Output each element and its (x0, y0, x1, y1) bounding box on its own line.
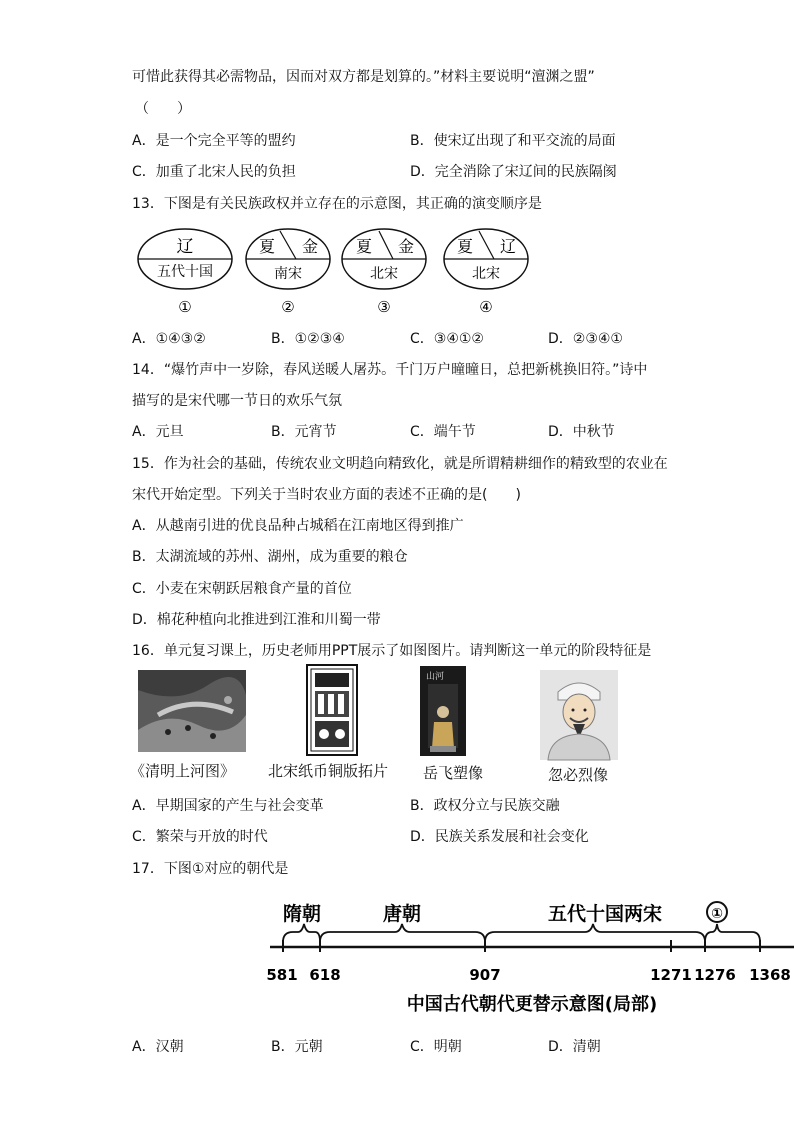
q13-d4-bottom: 北宋 (472, 266, 500, 282)
q13-d2-top-left: 夏 (258, 237, 276, 256)
timeline-caption: 中国古代朝代更替示意图(局部) (406, 994, 658, 1015)
timeline-period-tang: 唐朝 (382, 903, 422, 925)
yuefei-statue-image: 山河 (420, 666, 466, 756)
q13-d1-label: ① (178, 298, 192, 316)
q13-d1-bottom: 五代十国 (157, 264, 213, 280)
caption-yuefei: 岳飞塑像 (423, 764, 484, 782)
timeline-year-1368: 1368 (749, 966, 791, 984)
q13-d4-top-right: 辽 (499, 237, 517, 256)
q13-option-b[interactable]: B．①②③④ (271, 331, 345, 347)
q13-d2-top-right: 金 (301, 237, 319, 256)
brace-tang (320, 924, 485, 942)
q13-stem: 13．下图是有关民族政权并立存在的示意图，其正确的演变顺序是 (132, 196, 542, 212)
timeline-period-sui: 隋朝 (282, 903, 322, 925)
q13-d4-label: ④ (479, 298, 493, 316)
q16-option-b[interactable]: B．政权分立与民族交融 (410, 798, 560, 814)
q13-d3-label: ③ (377, 298, 391, 316)
q15-option-a[interactable]: A．从越南引进的优良品种占城稻在江南地区得到推广 (132, 518, 464, 534)
q15-option-c[interactable]: C．小麦在宋朝跃居粮食产量的首位 (132, 581, 352, 597)
q16-option-a[interactable]: A．早期国家的产生与社会变革 (132, 798, 324, 814)
qingming-painting-image (138, 670, 246, 752)
q12-option-b[interactable]: B．使宋辽出现了和平交流的局面 (410, 133, 616, 149)
q13-d4-top-left: 夏 (456, 237, 474, 256)
q12-option-a[interactable]: A．是一个完全平等的盟约 (132, 133, 296, 149)
q13-diagram (130, 222, 550, 320)
q17-option-d[interactable]: D．清朝 (548, 1039, 601, 1055)
q13-option-a[interactable]: A．①④③② (132, 331, 206, 347)
q12-text: 可惜此获得其必需物品，因而对双方都是划算的。”材料主要说明“澶渊之盟” (132, 69, 595, 85)
q13-option-c[interactable]: C．③④①② (410, 331, 484, 347)
q13-diagram-4 (444, 229, 528, 316)
q17-option-c[interactable]: C．明朝 (410, 1039, 462, 1055)
q13-diagram-2 (246, 229, 330, 316)
q15-stem-line1: 15．作为社会的基础，传统农业文明趋向精致化，就是所谓精耕细作的精致型的农业在 (132, 456, 668, 472)
q12-option-d[interactable]: D．完全消除了宋辽间的民族隔阂 (410, 164, 617, 180)
timeline-period-wudai-liangsong: 五代十国两宋 (547, 903, 663, 925)
q15-stem-line2: 宋代开始定型。下列关于当时农业方面的表述不正确的是( ) (132, 487, 521, 503)
q13-option-d[interactable]: D．②③④① (548, 331, 623, 347)
timeline-year-1271: 1271 (650, 966, 692, 984)
timeline-year-907: 907 (469, 966, 501, 984)
timeline-period-unknown: ① (711, 906, 723, 922)
q13-d3-top-right: 金 (397, 237, 415, 256)
q12-answer-paren: （ ） (135, 101, 191, 117)
q13-d1-top: 辽 (176, 237, 194, 257)
q14-option-b[interactable]: B．元宵节 (271, 424, 337, 440)
q12-option-c[interactable]: C．加重了北宋人民的负担 (132, 164, 296, 180)
q13-diagram-1 (138, 229, 232, 316)
timeline-year-1276: 1276 (694, 966, 736, 984)
kublai-portrait-image (540, 670, 618, 760)
q16-option-c[interactable]: C．繁荣与开放的时代 (132, 829, 268, 845)
q13-d2-label: ② (281, 298, 295, 316)
q14-option-d[interactable]: D．中秋节 (548, 424, 615, 440)
brace-unknown (705, 924, 760, 942)
q15-option-d[interactable]: D．棉花种植向北推进到江淮和川蜀一带 (132, 612, 381, 628)
q13-d3-bottom: 北宋 (370, 266, 398, 282)
q16-option-d[interactable]: D．民族关系发展和社会变化 (410, 829, 589, 845)
q14-stem-line1: 14．“爆竹声中一岁除，春风送暖人屠苏。千门万户曈曈日，总把新桃换旧符。”诗中 (132, 362, 648, 378)
q13-diagram-3 (342, 229, 426, 316)
q14-option-a[interactable]: A．元旦 (132, 424, 184, 440)
dynasty-timeline-diagram (130, 892, 791, 1022)
q13-d3-top-left: 夏 (355, 237, 373, 256)
timeline-year-618: 618 (309, 966, 341, 984)
q15-option-b[interactable]: B．太湖流域的苏州、湖州，成为重要的粮仓 (132, 549, 408, 565)
brace-wudai-liangsong (485, 924, 705, 942)
brace-sui (283, 924, 320, 942)
q17-option-b[interactable]: B．元朝 (271, 1039, 323, 1055)
q17-option-a[interactable]: A．汉朝 (132, 1039, 184, 1055)
q16-stem: 16．单元复习课上，历史老师用PPT展示了如图图片。请判断这一单元的阶段特征是 (132, 643, 652, 659)
banknote-rubbing-image (306, 664, 358, 756)
q13-d2-bottom: 南宋 (274, 266, 302, 282)
q14-stem-line2: 描写的是宋代哪一节日的欢乐气氛 (132, 393, 342, 409)
timeline-year-581: 581 (266, 966, 298, 984)
caption-banknote: 北宋纸币铜版拓片 (268, 762, 389, 780)
caption-qingming: 《清明上河图》 (130, 762, 236, 780)
q17-stem: 17．下图①对应的朝代是 (132, 861, 289, 877)
caption-kublai: 忽必烈像 (548, 766, 609, 784)
q14-option-c[interactable]: C．端午节 (410, 424, 476, 440)
